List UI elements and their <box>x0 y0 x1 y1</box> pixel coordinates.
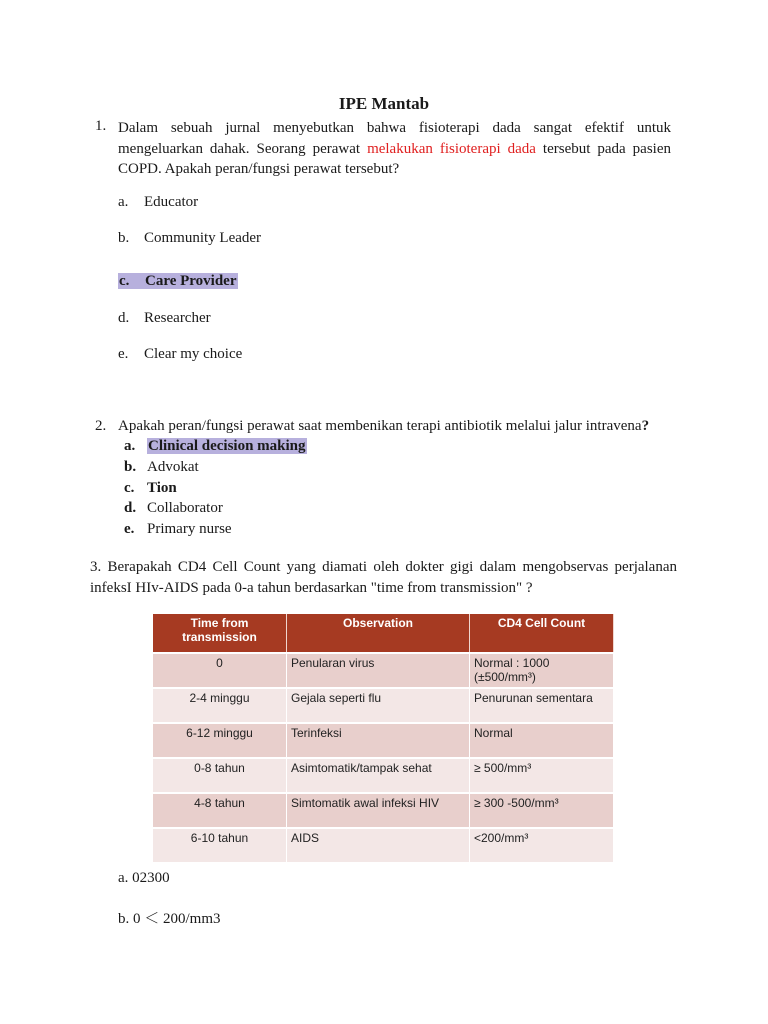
table-cell: Penularan virus <box>287 653 470 688</box>
q1-option-c-selected[interactable] <box>118 273 238 290</box>
selected-option-highlight <box>118 273 238 289</box>
question-2-body: Apakah peran/fungsi perawat saat membenikan terapi antibiotik melalui jalur intravena <box>118 418 642 434</box>
table-row <box>153 723 614 758</box>
cd4-table <box>153 614 614 862</box>
option-letter: c. <box>124 480 135 496</box>
option-letter: b. <box>124 459 137 475</box>
table-cell: 0-8 tahun <box>153 758 287 793</box>
option-label: Community Leader <box>144 230 262 246</box>
table-cell: Simtomatik awal infeksi HIV <box>287 793 470 828</box>
table-cell: <200/mm³ <box>470 828 614 862</box>
option-letter: b. <box>118 230 130 246</box>
table-cell: 4-8 tahun <box>153 793 287 828</box>
table-row <box>153 793 614 828</box>
table-cell: 6-12 minggu <box>153 723 287 758</box>
question-2-mark: ? <box>641 418 650 434</box>
option-letter: e. <box>124 521 135 537</box>
q2-option-e[interactable] <box>124 521 232 538</box>
option-letter: a. <box>118 194 129 210</box>
question-1-number: 1. <box>95 118 107 134</box>
option-label: Educator <box>144 194 199 210</box>
table-cell: 2-4 minggu <box>153 688 287 723</box>
option-label: Advokat <box>147 459 199 475</box>
question-1-highlighted-phrase: melakukan fisioterapi dada <box>367 140 536 157</box>
table-row <box>153 828 614 862</box>
option-label: Clear my choice <box>144 346 243 362</box>
option-label: Primary nurse <box>147 521 232 537</box>
question-1-text <box>118 118 671 180</box>
q2-option-d[interactable] <box>124 500 223 517</box>
table-cell: Normal <box>470 723 614 758</box>
q1-option-d[interactable] <box>118 310 211 327</box>
table-row <box>153 758 614 793</box>
option-letter: e. <box>118 346 129 362</box>
option-letter: a. <box>124 438 136 454</box>
table-cell: Normal : 1000 (±500/mm³) <box>470 653 614 688</box>
q1-option-a[interactable] <box>118 194 198 211</box>
table-header-cd4: CD4 Cell Count <box>470 614 614 653</box>
table-row <box>153 688 614 723</box>
question-1-text-end: tersebut pada pasien COPD. Apakah peran/fungsi perawat tersebut? <box>118 140 671 177</box>
table-cell: Terinfeksi <box>287 723 470 758</box>
table-cell: ≥ 500/mm³ <box>470 758 614 793</box>
table-cell: ≥ 300 -500/mm³ <box>470 793 614 828</box>
table-header-time: Time from transmission <box>153 614 287 653</box>
table-row <box>153 653 614 688</box>
table-cell: AIDS <box>287 828 470 862</box>
page-title: IPE Mantab <box>338 94 430 113</box>
table-cell: 0 <box>153 653 287 688</box>
table-cell: Asimtomatik/tampak sehat <box>287 758 470 793</box>
question-1-text-start: Dalam sebuah jurnal menyebutkan bahwa fisioterapi dada sangat efektif untuk mengeluarkan dahak. Seorang perawat <box>118 120 671 157</box>
option-letter: d. <box>124 500 137 516</box>
q1-option-e-clear[interactable] <box>118 346 242 363</box>
option-label: Collaborator <box>147 500 223 516</box>
q2-option-b[interactable] <box>124 459 199 476</box>
table-header-row <box>153 614 614 653</box>
option-letter: c. <box>119 273 130 289</box>
q3-answer-a[interactable]: a. 02300 <box>118 870 170 886</box>
option-label: Tion <box>147 480 177 496</box>
q3-answer-b[interactable]: b. 0 ＜ 200/mm3 <box>118 911 221 927</box>
table-cell: Penurunan sementara <box>470 688 614 723</box>
option-label: Clinical decision making <box>148 438 306 454</box>
question-2-text <box>118 418 649 435</box>
q1-option-b[interactable] <box>118 230 261 247</box>
q2-option-c[interactable] <box>124 480 177 497</box>
option-letter: d. <box>118 310 130 326</box>
q2-option-a-selected[interactable] <box>124 438 307 455</box>
table-cell: Gejala seperti flu <box>287 688 470 723</box>
question-3-text: 3. Berapakah CD4 Cell Count yang diamati oleh dokter gigi dalam mengobservas perjalanan infeksI HIv-AIDS pada 0-a tahun berdasarkan "time from transmission" ? <box>90 559 677 596</box>
option-label: Care Provider <box>145 273 237 289</box>
table-header-observation: Observation <box>287 614 470 653</box>
question-2-number: 2. <box>95 418 107 434</box>
option-label: Researcher <box>144 310 211 326</box>
table-cell: 6-10 tahun <box>153 828 287 862</box>
